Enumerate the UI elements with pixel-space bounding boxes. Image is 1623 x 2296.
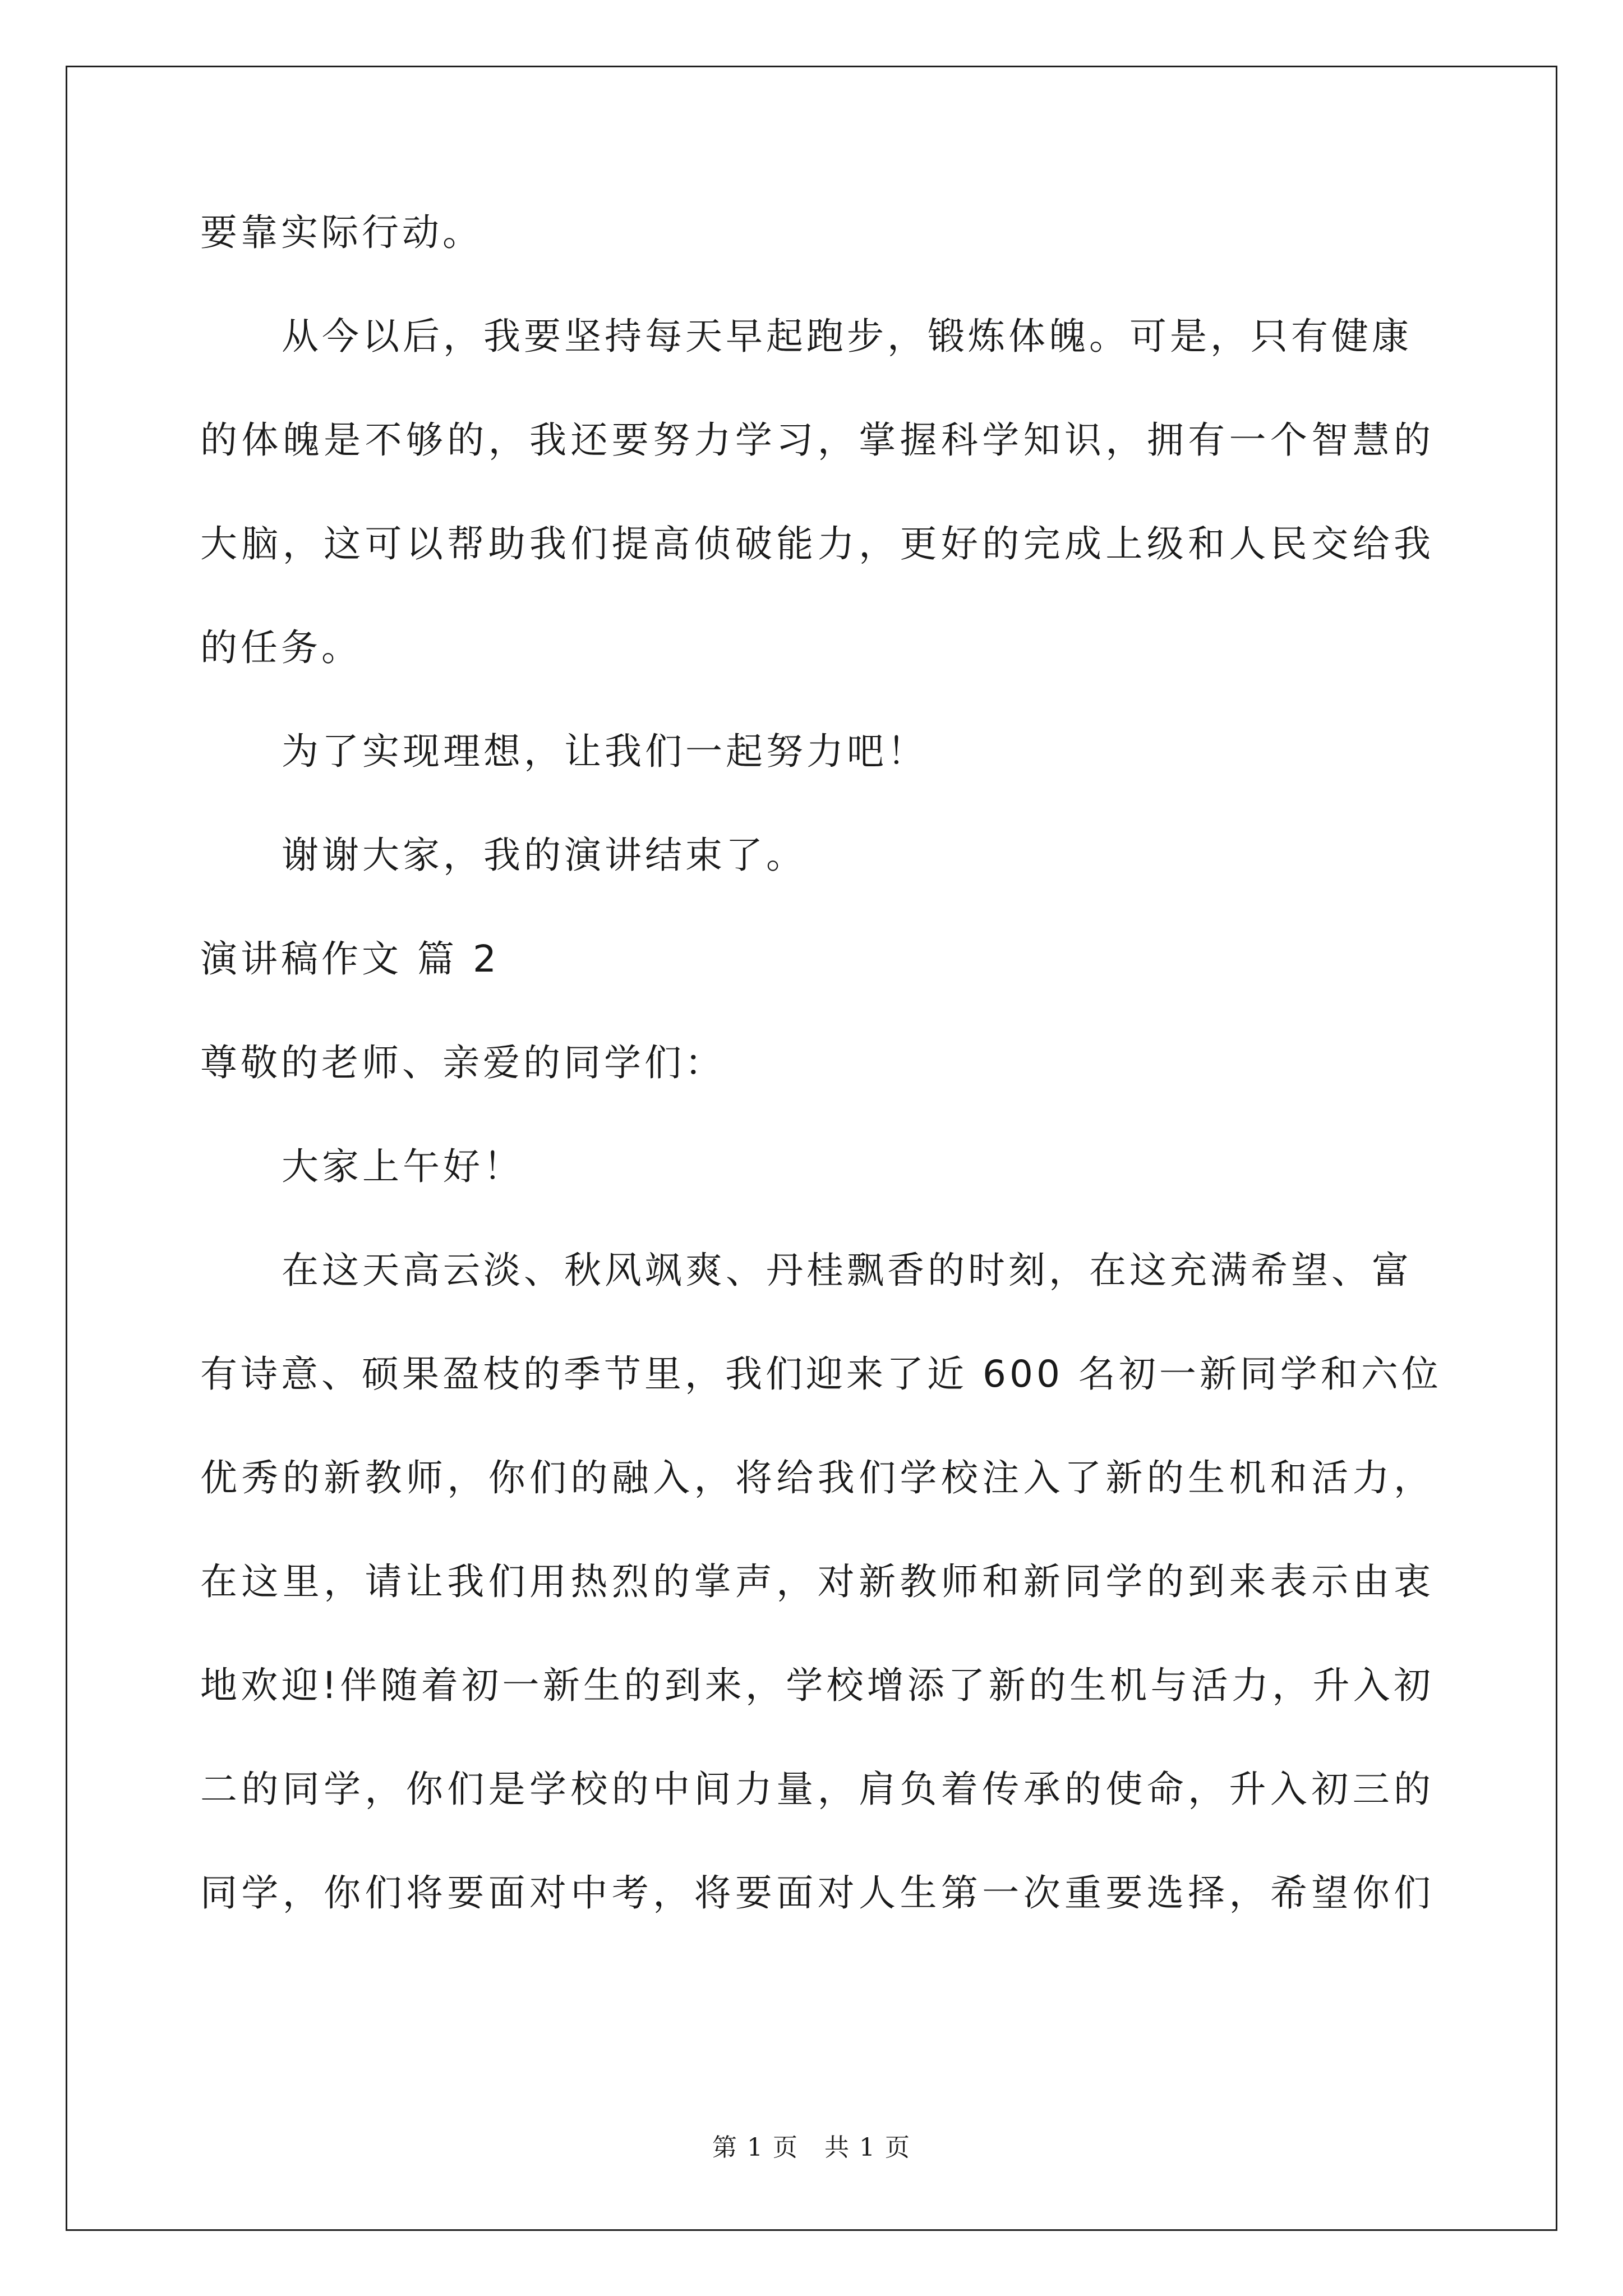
paragraph-line: 在这里，请让我们用热烈的掌声，对新教师和新同学的到来表示由衷 <box>200 1560 1434 1603</box>
paragraph-line: 谢谢大家，我的演讲结束了。 <box>282 834 806 877</box>
page-footer: 第 1 页 共 1 页 <box>712 2133 911 2162</box>
paragraph-line: 地欢迎!伴随着初一新生的到来，学校增添了新的生机与活力，升入初 <box>200 1664 1434 1707</box>
paragraph-line: 二的同学，你们是学校的中间力量，肩负着传承的使命，升入初三的 <box>200 1768 1434 1811</box>
paragraph-line: 有诗意、硕果盈枝的季节里，我们迎来了近 600 名初一新同学和六位 <box>200 1352 1442 1396</box>
section-heading: 演讲稿作文 篇 2 <box>200 937 500 981</box>
paragraph-line: 从今以后，我要坚持每天早起跑步，锻炼体魄。可是，只有健康 <box>282 315 1412 358</box>
paragraph-line: 为了实现理想，让我们一起努力吧！ <box>282 730 928 773</box>
paragraph-line: 优秀的新教师，你们的融入，将给我们学校注入了新的生机和活力， <box>200 1456 1434 1499</box>
greeting: 大家上午好！ <box>282 1145 524 1188</box>
paragraph-line: 的任务。 <box>200 626 362 669</box>
paragraph-line: 的体魄是不够的，我还要努力学习，掌握科学知识，拥有一个智慧的 <box>200 418 1434 462</box>
paragraph-line: 要靠实际行动。 <box>200 211 483 254</box>
salutation: 尊敬的老师、亲爱的同学们： <box>200 1041 725 1084</box>
paragraph-line: 同学，你们将要面对中考，将要面对人生第一次重要选择，希望你们 <box>200 1871 1434 1915</box>
paragraph-line: 大脑，这可以帮助我们提高侦破能力，更好的完成上级和人民交给我 <box>200 522 1434 565</box>
paragraph-line: 在这天高云淡、秋风飒爽、丹桂飘香的时刻，在这充满希望、富 <box>282 1249 1412 1292</box>
